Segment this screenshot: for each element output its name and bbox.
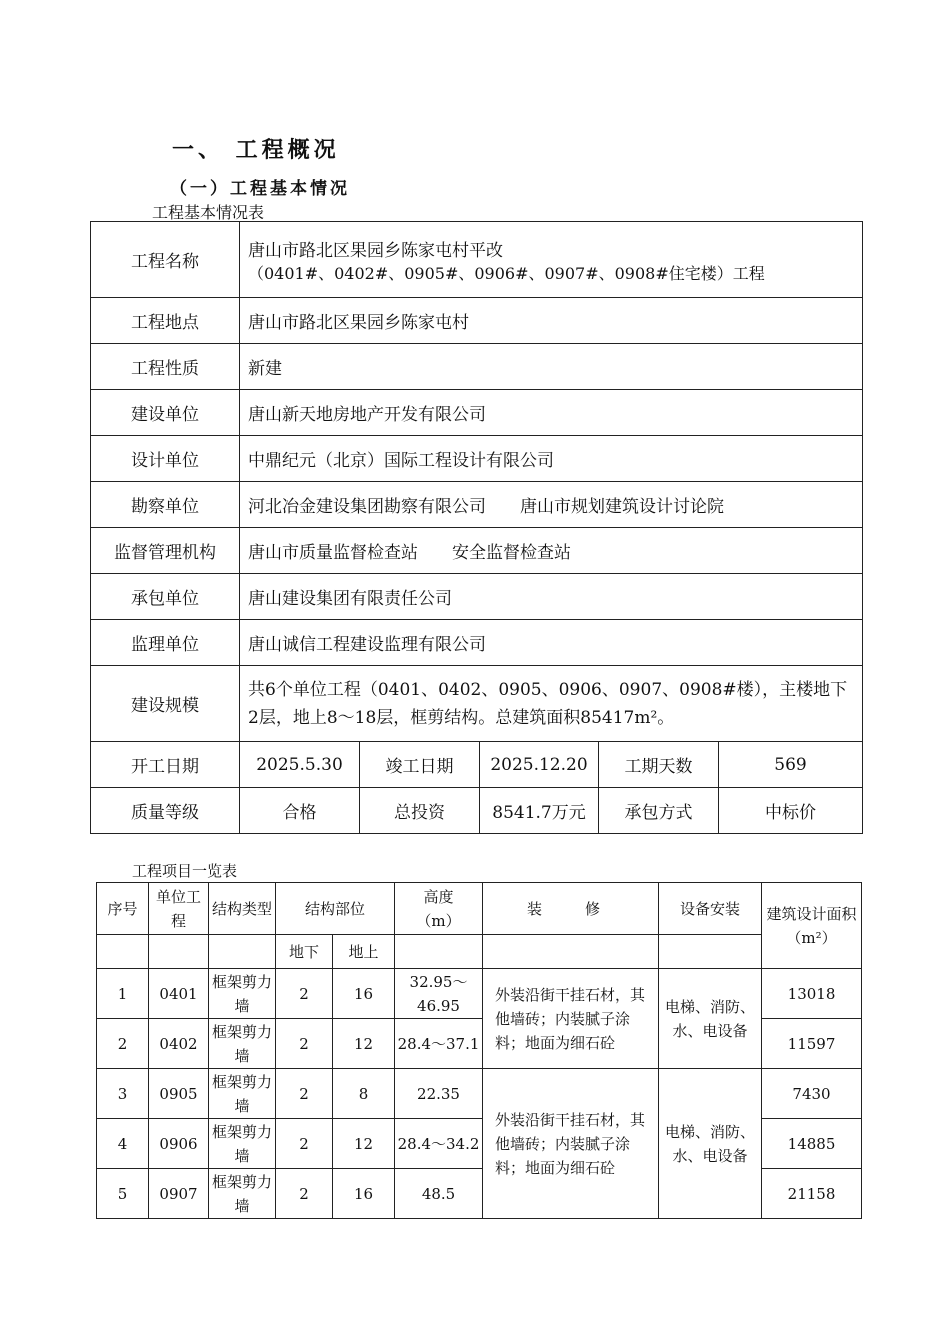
subsection-heading: （一）工程基本情况	[170, 179, 350, 199]
cell-height: 32.95～46.95	[395, 969, 483, 1019]
cell-below: 2	[276, 969, 333, 1019]
cell-below: 2	[276, 1119, 333, 1169]
cell-unit: 0907	[149, 1169, 209, 1219]
project-name-cell	[240, 222, 863, 298]
cell-equipment: 电梯、消防、水、电设备	[659, 969, 762, 1069]
header-equipment: 设备安装	[659, 883, 762, 935]
contract-type: 中标价	[719, 788, 863, 834]
cell-type: 框架剪力墙	[209, 1019, 276, 1069]
table-row	[91, 298, 863, 344]
cell-above: 12	[333, 1019, 395, 1069]
cell-no: 4	[97, 1119, 149, 1169]
row-label: 工程性质	[91, 344, 240, 390]
start-date: 2025.5.30	[240, 742, 360, 788]
table-caption-basic: 工程基本情况表	[152, 203, 265, 222]
cell-below: 2	[276, 1019, 333, 1069]
quality: 合格	[240, 788, 360, 834]
row-value: 中鼎纪元（北京）国际工程设计有限公司	[240, 436, 863, 482]
header-struct-part: 结构部位	[276, 883, 395, 935]
row-value: 共6个单位工程（0401、0402、0905、0906、0907、0908#楼），主楼地下2层，地上8～18层，框剪结构。总建筑面积85417m²。	[240, 666, 863, 742]
header-unit: 单位工程	[149, 883, 209, 935]
cell-unit: 0402	[149, 1019, 209, 1069]
cell-above: 16	[333, 969, 395, 1019]
header-height-label: 高度	[423, 887, 454, 906]
header-no: 序号	[97, 883, 149, 935]
row-value: 唐山市质量监督检查站 安全监督检查站	[240, 528, 863, 574]
row-label: 建设单位	[91, 390, 240, 436]
cell-below: 2	[276, 1069, 333, 1119]
duration-label: 工期天数	[599, 742, 719, 788]
cell-below: 2	[276, 1169, 333, 1219]
project-name-line1: 唐山市路北区果园乡陈家屯村平改	[248, 240, 503, 261]
table-row	[91, 390, 863, 436]
start-date-label: 开工日期	[91, 742, 240, 788]
cell-type: 框架剪力墙	[209, 969, 276, 1019]
cell-no: 2	[97, 1019, 149, 1069]
row-label: 建设规模	[91, 666, 240, 742]
cell-above: 8	[333, 1069, 395, 1119]
row-label: 承包单位	[91, 574, 240, 620]
project-list-table	[96, 882, 862, 1219]
basic-info-table	[90, 221, 863, 834]
cell-height: 28.4～37.1	[395, 1019, 483, 1069]
row-value: 唐山建设集团有限责任公司	[240, 574, 863, 620]
cell-decoration: 外装沿街干挂石材，其他墙砖；内装腻子涂料；地面为细石砼	[483, 969, 659, 1069]
row-label: 监督管理机构	[91, 528, 240, 574]
row-label: 工程地点	[91, 298, 240, 344]
cell-no: 5	[97, 1169, 149, 1219]
cell-no: 3	[97, 1069, 149, 1119]
cell-type: 框架剪力墙	[209, 1119, 276, 1169]
cell-above: 16	[333, 1169, 395, 1219]
row-value: 唐山诚信工程建设监理有限公司	[240, 620, 863, 666]
row-label: 工程名称	[91, 222, 240, 298]
project-name-line2: （0401#、0402#、0905#、0906#、0907#、0908#住宅楼）工程	[248, 263, 765, 283]
header-height	[395, 883, 483, 935]
cell-no: 1	[97, 969, 149, 1019]
table-row	[91, 528, 863, 574]
cell-area: 13018	[762, 969, 862, 1019]
table-row	[91, 344, 863, 390]
row-value: 河北冶金建设集团勘察有限公司 唐山市规划建筑设计讨论院	[240, 482, 863, 528]
header-height-unit: （m）	[416, 911, 461, 930]
table-row	[91, 742, 863, 788]
cell-type: 框架剪力墙	[209, 1169, 276, 1219]
investment-label: 总投资	[360, 788, 480, 834]
row-label: 勘察单位	[91, 482, 240, 528]
header-above: 地上	[333, 935, 395, 969]
cell-type: 框架剪力墙	[209, 1069, 276, 1119]
header-below: 地下	[276, 935, 333, 969]
table-row	[91, 620, 863, 666]
row-value: 唐山新天地房地产开发有限公司	[240, 390, 863, 436]
row-label: 监理单位	[91, 620, 240, 666]
header-area-unit: （m²）	[786, 928, 837, 947]
header-struct-type: 结构类型	[209, 883, 276, 935]
end-date: 2025.12.20	[480, 742, 599, 788]
table-row	[91, 788, 863, 834]
table-row	[91, 222, 863, 298]
row-label: 设计单位	[91, 436, 240, 482]
cell-unit: 0905	[149, 1069, 209, 1119]
cell-above: 12	[333, 1119, 395, 1169]
header-area-label: 建筑设计面积	[766, 904, 857, 923]
cell-area: 14885	[762, 1119, 862, 1169]
table-row	[97, 969, 862, 1019]
cell-equipment: 电梯、消防、水、电设备	[659, 1069, 762, 1219]
table-row	[91, 436, 863, 482]
cell-height: 22.35	[395, 1069, 483, 1119]
header-area	[762, 883, 862, 969]
cell-unit: 0906	[149, 1119, 209, 1169]
cell-height: 28.4～34.2	[395, 1119, 483, 1169]
cell-area: 11597	[762, 1019, 862, 1069]
cell-area: 21158	[762, 1169, 862, 1219]
row-value: 新建	[240, 344, 863, 390]
table-row	[91, 482, 863, 528]
cell-decoration: 外装沿街干挂石材，其他墙砖；内装腻子涂料；地面为细石砼	[483, 1069, 659, 1219]
table-row	[91, 574, 863, 620]
cell-height: 48.5	[395, 1169, 483, 1219]
cell-area: 7430	[762, 1069, 862, 1119]
contract-label: 承包方式	[599, 788, 719, 834]
investment: 8541.7万元	[480, 788, 599, 834]
cell-unit: 0401	[149, 969, 209, 1019]
duration: 569	[719, 742, 863, 788]
end-date-label: 竣工日期	[360, 742, 480, 788]
row-value: 唐山市路北区果园乡陈家屯村	[240, 298, 863, 344]
header-decoration: 装 修	[483, 883, 659, 935]
table-subheader-row	[97, 935, 862, 969]
table-row	[97, 1069, 862, 1119]
table-header-row	[97, 883, 862, 935]
table-caption-projects: 工程项目一览表	[132, 862, 238, 880]
table-row	[91, 666, 863, 742]
quality-label: 质量等级	[91, 788, 240, 834]
section-heading: 一、 工程概况	[172, 137, 340, 163]
